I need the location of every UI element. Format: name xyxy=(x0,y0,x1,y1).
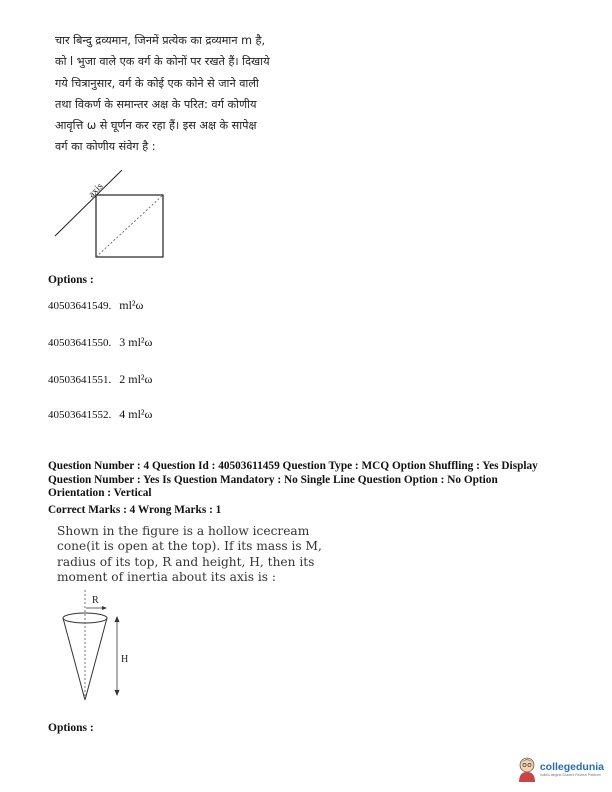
option-id: 40503641551. xyxy=(48,374,112,386)
option-value: 4 ml²ω xyxy=(119,407,153,421)
hindi-line: गये चित्रानुसार, वर्ग के कोई एक कोने से जाने वाली xyxy=(55,76,259,90)
option-row xyxy=(48,296,143,314)
logo-tagline: India's largest Student Review Platform xyxy=(539,772,601,777)
height-arrow-top xyxy=(115,616,120,622)
question-text-hindi xyxy=(55,30,305,158)
hindi-line: वर्ग का कोणीय संवेग है : xyxy=(55,140,156,154)
height-label: H xyxy=(121,654,129,665)
option-id: 40503641549. xyxy=(48,300,112,312)
option-id: 40503641552. xyxy=(48,409,112,421)
question-header xyxy=(48,460,578,517)
square-axis-figure xyxy=(52,170,192,270)
axis-line xyxy=(55,170,122,236)
diagonal-dashed xyxy=(96,195,163,257)
cone-side-left xyxy=(63,618,85,700)
english-line: moment of inertia about its axis is : xyxy=(57,570,276,585)
question-text-english xyxy=(57,524,322,586)
option-row xyxy=(48,333,152,351)
hindi-line: आवृत्ति ω से घूर्णन कर रहा हैं। इस अक्ष के सापेक्ष xyxy=(55,119,257,133)
option-value: ml²ω xyxy=(119,298,144,312)
collegedunia-logo xyxy=(516,756,604,782)
header-line: Question Number : 4 Question Id : 40503611459 Question Type : MCQ Option Shuffling : Yes Display xyxy=(48,460,538,472)
options-label: Options : xyxy=(48,722,94,734)
english-line: cone(it is open at the top). If its mass is M, xyxy=(57,539,322,554)
radius-arrowhead xyxy=(102,606,107,610)
mascot-icon xyxy=(516,756,538,782)
options-label: Options : xyxy=(48,274,94,286)
option-value: 2 ml²ω xyxy=(119,372,153,386)
english-line: Shown in the figure is a hollow icecream xyxy=(57,524,310,538)
logo-name: collegedunia xyxy=(539,760,604,773)
header-line: Orientation : Vertical xyxy=(48,487,152,500)
option-row xyxy=(48,405,152,423)
hindi-line: को l भुजा वाले एक वर्ग के कोनों पर रखते हैं। दिखाये xyxy=(55,55,270,69)
marks: Correct Marks : 4 Wrong Marks : 1 xyxy=(48,503,222,516)
axis-label: axis xyxy=(86,180,106,201)
option-value: 3 ml²ω xyxy=(119,335,153,349)
hindi-line: तथा विकर्ण के समान्तर अक्ष के परित: वर्ग कोणीय xyxy=(55,97,257,111)
height-arrow-bottom xyxy=(115,690,120,696)
header-line: Question Number : Yes Is Question Mandatory : No Single Line Question Option : No Option xyxy=(48,473,498,486)
cone-side-right xyxy=(85,618,107,700)
option-row xyxy=(48,370,152,388)
hindi-line: चार बिन्दु द्रव्यमान, जिनमें प्रत्येक का द्रव्यमान m है, xyxy=(55,34,266,47)
option-id: 40503641550. xyxy=(48,337,112,349)
cone-figure xyxy=(55,588,145,706)
radius-label: R xyxy=(92,595,99,606)
english-line: radius of its top, R and height, H, then its xyxy=(57,554,315,569)
